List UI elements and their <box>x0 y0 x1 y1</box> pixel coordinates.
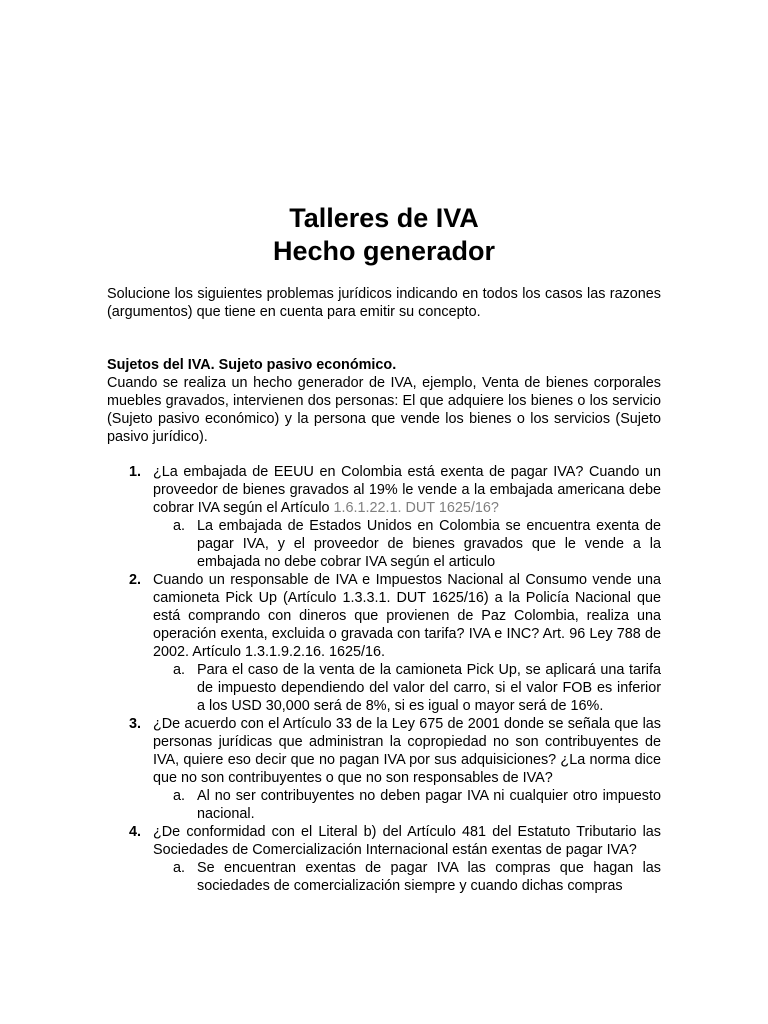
question-list <box>107 463 661 895</box>
question-number: 3. <box>129 716 142 732</box>
question-item <box>107 823 661 895</box>
answer-letter: a. <box>173 518 186 534</box>
question-number: 1. <box>129 464 142 480</box>
answer-text: Al no ser contribuyentes no deben pagar IVA ni cualquier otro impuesto nacional. <box>197 788 661 822</box>
answer-item <box>153 787 661 823</box>
question-number: 2. <box>129 572 142 588</box>
question-item <box>107 463 661 571</box>
question-text: Cuando un responsable de IVA e Impuestos Nacional al Consumo vende una camioneta Pick Up (Artículo 1.3.3.1. DUT 1625/16) a la Policía Nacional que está comprando con dineros que provienen de Paz Colombia, realiza una operación exenta, excluida o gravada con tarifa? IVA e INC? Art. 96 Ley 788 de 2002. Artículo 1.3.1.9.2.16. 1625/16. <box>153 572 661 660</box>
title-line-1: Talleres de IVA <box>289 203 479 233</box>
section-heading: Sujetos del IVA. Sujeto pasivo económico. <box>107 357 397 373</box>
answer-item <box>153 517 661 571</box>
question-item <box>107 571 661 715</box>
answer-item <box>153 661 661 715</box>
answer-letter: a. <box>173 860 186 876</box>
question-text-main: ¿La embajada de EEUU en Colombia está exenta de pagar IVA? Cuando un proveedor de bienes gravados al 19% le vende a la embajada americana debe cobrar IVA según el Artículo <box>153 464 661 516</box>
section-body: Cuando se realiza un hecho generador de IVA, ejemplo, Venta de bienes corporales muebles gravados, intervienen dos personas: El que adquiere los bienes o los servicio (Sujeto pasivo económico) y la persona que vende los bienes o los servicios (Sujeto pasivo jurídico). <box>107 375 661 445</box>
intro-paragraph: Solucione los siguientes problemas jurídicos indicando en todos los casos las razones (argumentos) que tiene en cuenta para emitir su concepto. <box>107 286 661 320</box>
question-text <box>153 463 661 517</box>
question-item <box>107 715 661 823</box>
title-line-2: Hecho generador <box>272 236 496 266</box>
answer-text: Se encuentran exentas de pagar IVA las compras que hagan las sociedades de comercialización siempre y cuando dichas compras <box>197 860 661 894</box>
answer-text: La embajada de Estados Unidos en Colombia se encuentra exenta de pagar IVA, y el proveedor de bienes gravados que le vende a la embajada no debe cobrar IVA según el articulo <box>197 518 661 570</box>
question-text: ¿De acuerdo con el Artículo 33 de la Ley 675 de 2001 donde se señala que las personas jurídicas que administran la copropiedad no son contribuyentes de IVA, quiere eso decir que no pagan IVA por sus adquisiciones? ¿La norma dice que no son contribuyentes o que no son responsables de IVA? <box>153 716 661 786</box>
answer-item <box>153 859 661 895</box>
question-reference: 1.6.1.22.1. DUT 1625/16? <box>333 500 499 516</box>
document-title <box>107 202 661 268</box>
answer-letter: a. <box>173 662 186 678</box>
section-sujetos <box>107 356 661 446</box>
question-text: ¿De conformidad con el Literal b) del Artículo 481 del Estatuto Tributario las Sociedades de Comercialización Internacional están exentas de pagar IVA? <box>153 824 661 858</box>
question-number: 4. <box>129 824 142 840</box>
answer-text: Para el caso de la venta de la camioneta Pick Up, se aplicará una tarifa de impuesto dependiendo del valor del carro, si el valor FOB es inferior a los USD 30,000 será de 8%, si es igual o mayor será de 16%. <box>197 662 661 714</box>
answer-letter: a. <box>173 788 186 804</box>
